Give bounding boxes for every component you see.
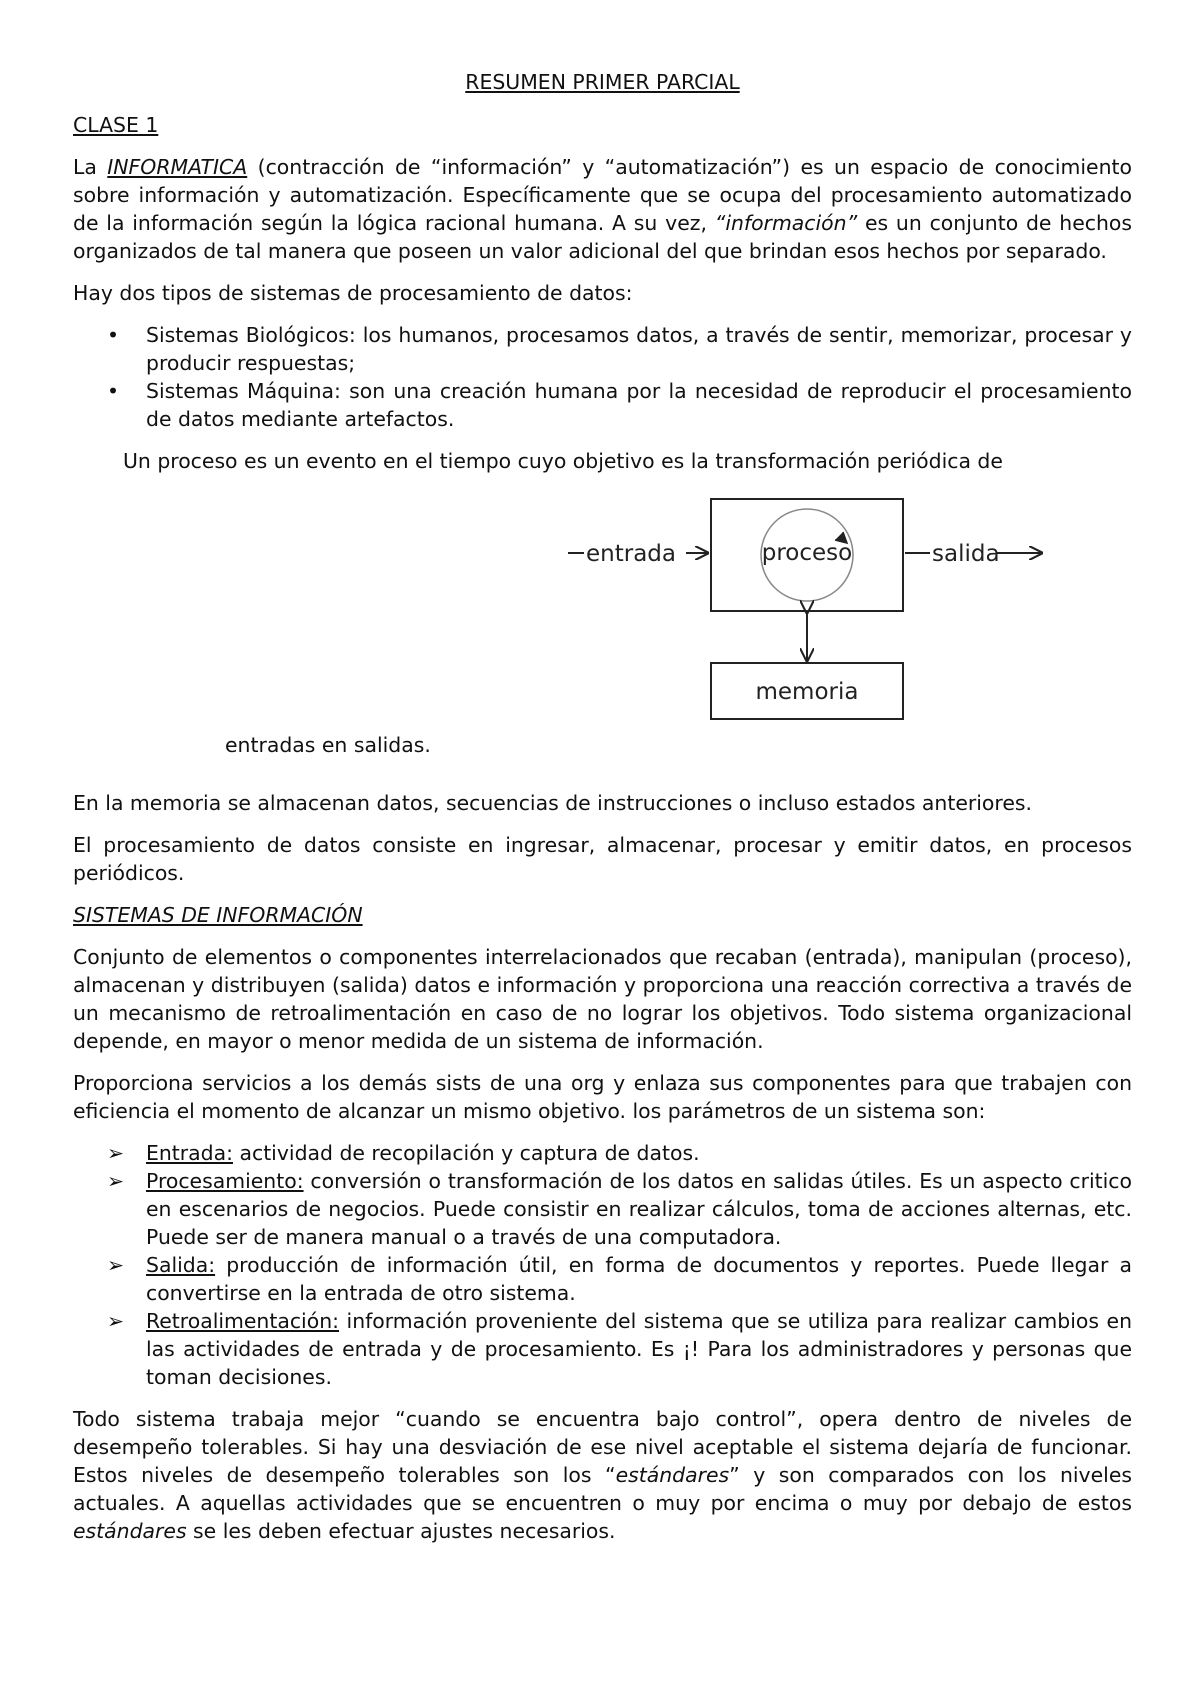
param-term: Retroalimentación: [146, 1309, 339, 1333]
arrow-bullet-icon: ➢ [107, 1253, 125, 1277]
param-text: actividad de recopilación y captura de datos. [233, 1141, 700, 1165]
paragraph-procesamiento: El procesamiento de datos consiste en ingresar, almacenar, procesar y emitir datos, en procesos periódicos. [73, 833, 1132, 885]
process-diagram-row [73, 475, 1132, 775]
list-item-text: Sistemas Biológicos: los humanos, procesamos datos, a través de sentir, memorizar, procesar y producir respuestas; [146, 323, 1132, 375]
process-diagram [490, 495, 1050, 775]
text-span: se les deben efectuar ajustes necesarios. [186, 1519, 616, 1543]
list-item [73, 1251, 1132, 1307]
paragraph-tipos-sistemas: Hay dos tipos de sistemas de procesamiento de datos: [73, 281, 633, 305]
param-text: conversión o transformación de los datos en salidas útiles. Es un aspecto critico en escenarios de negocios. Puede consistir en realizar cálculos, toma de acciones alternas, etc. Puede ser de manera manual o a través de una computadora. [146, 1169, 1132, 1249]
paragraph-proceso: Un proceso es un evento en el tiempo cuyo objetivo es la transformación periódica de [123, 449, 1003, 473]
arrow-bullet-icon: ➢ [107, 1309, 125, 1333]
text-span: es un conjunto de hechos organizados de tal manera que poseen un valor adicional del que brindan esos hechos por separado. [73, 211, 1132, 263]
term-estandares: estándares [73, 1519, 187, 1543]
param-text: producción de información útil, en forma de documentos y reportes. Puede llegar a convertirse en la entrada de otro sistema. [146, 1253, 1132, 1305]
term-informatica: INFORMATICA [107, 155, 248, 179]
text-span: La [73, 155, 108, 179]
parameter-list [73, 1139, 1132, 1391]
paragraph-memoria: En la memoria se almacenan datos, secuencias de instrucciones o incluso estados anteriores. [73, 791, 1032, 815]
page-title: RESUMEN PRIMER PARCIAL [465, 70, 740, 94]
proceso-label: proceso [761, 540, 853, 566]
memoria-label: memoria [755, 679, 859, 705]
entrada-label: entrada [586, 541, 676, 567]
param-text: información proveniente del sistema que se utiliza para realizar cambios en las actividades de entrada y de procesamiento. Es ¡! Para los administradores y personas que toman decisiones. [146, 1309, 1132, 1389]
arrow-bullet-icon: ➢ [107, 1141, 125, 1165]
bullet-icon: • [107, 323, 120, 347]
document-page [73, 68, 1132, 1559]
list-item [73, 1139, 1132, 1167]
text-span: ” y son comparados con los niveles actuales. A aquellas actividades que se encuentren o muy por encima o muy por debajo de estos [73, 1463, 1133, 1515]
param-term: Procesamiento: [146, 1169, 304, 1193]
term-estandares: estándares [615, 1463, 730, 1487]
text-span: (contracción de “información” y “automatización”) es un espacio de conocimiento sobre información y automatización. Específicamente que se ocupa del procesamiento automatizado de la información según la lógica racional humana. A su vez, [73, 155, 1132, 235]
paragraph-proporciona: Proporciona servicios a los demás sists de una org y enlaza sus componentes para que trabajen con eficiencia el momento de alcanzar un mismo objetivo. los parámetros de un sistema son: [73, 1071, 1132, 1123]
section-heading-sistemas: SISTEMAS DE INFORMACIÓN [73, 903, 363, 927]
arrow-bullet-icon: ➢ [107, 1169, 125, 1193]
list-item [73, 321, 1132, 377]
section-heading-clase-1: CLASE 1 [73, 113, 159, 137]
salida-label: salida [932, 541, 1000, 567]
term-informacion: “información” [714, 211, 858, 235]
param-term: Salida: [146, 1253, 216, 1277]
bullet-list-sistemas [73, 321, 1132, 433]
paragraph-conjunto: Conjunto de elementos o componentes interrelacionados que recaban (entrada), manipulan (proceso), almacenan y distribuyen (salida) datos e información y proporciona una reacción correctiva a través de un mecanismo de retroalimentación en caso de no lograr los objetivos. Todo sistema organizacional depende, en mayor o menor medida de un sistema de información. [73, 945, 1132, 1053]
text-span: Todo sistema trabaja mejor “cuando se encuentra bajo control”, opera dentro de niveles de desempeño tolerables. Si hay una desviación de ese nivel aceptable el sistema dejaría de funcionar. Estos niveles de desempeño tolerables son los “ [73, 1407, 1132, 1487]
param-term: Entrada: [146, 1141, 233, 1165]
list-item [73, 1167, 1132, 1251]
paragraph-informatica [73, 153, 1132, 265]
list-item [73, 1307, 1132, 1391]
paragraph-proceso-end: entradas en salidas. [225, 733, 431, 757]
paragraph-control [73, 1405, 1132, 1545]
list-item [73, 377, 1132, 433]
list-item-text: Sistemas Máquina: son una creación humana por la necesidad de reproducir el procesamiento de datos mediante artefactos. [146, 379, 1132, 431]
bullet-icon: • [107, 379, 120, 403]
